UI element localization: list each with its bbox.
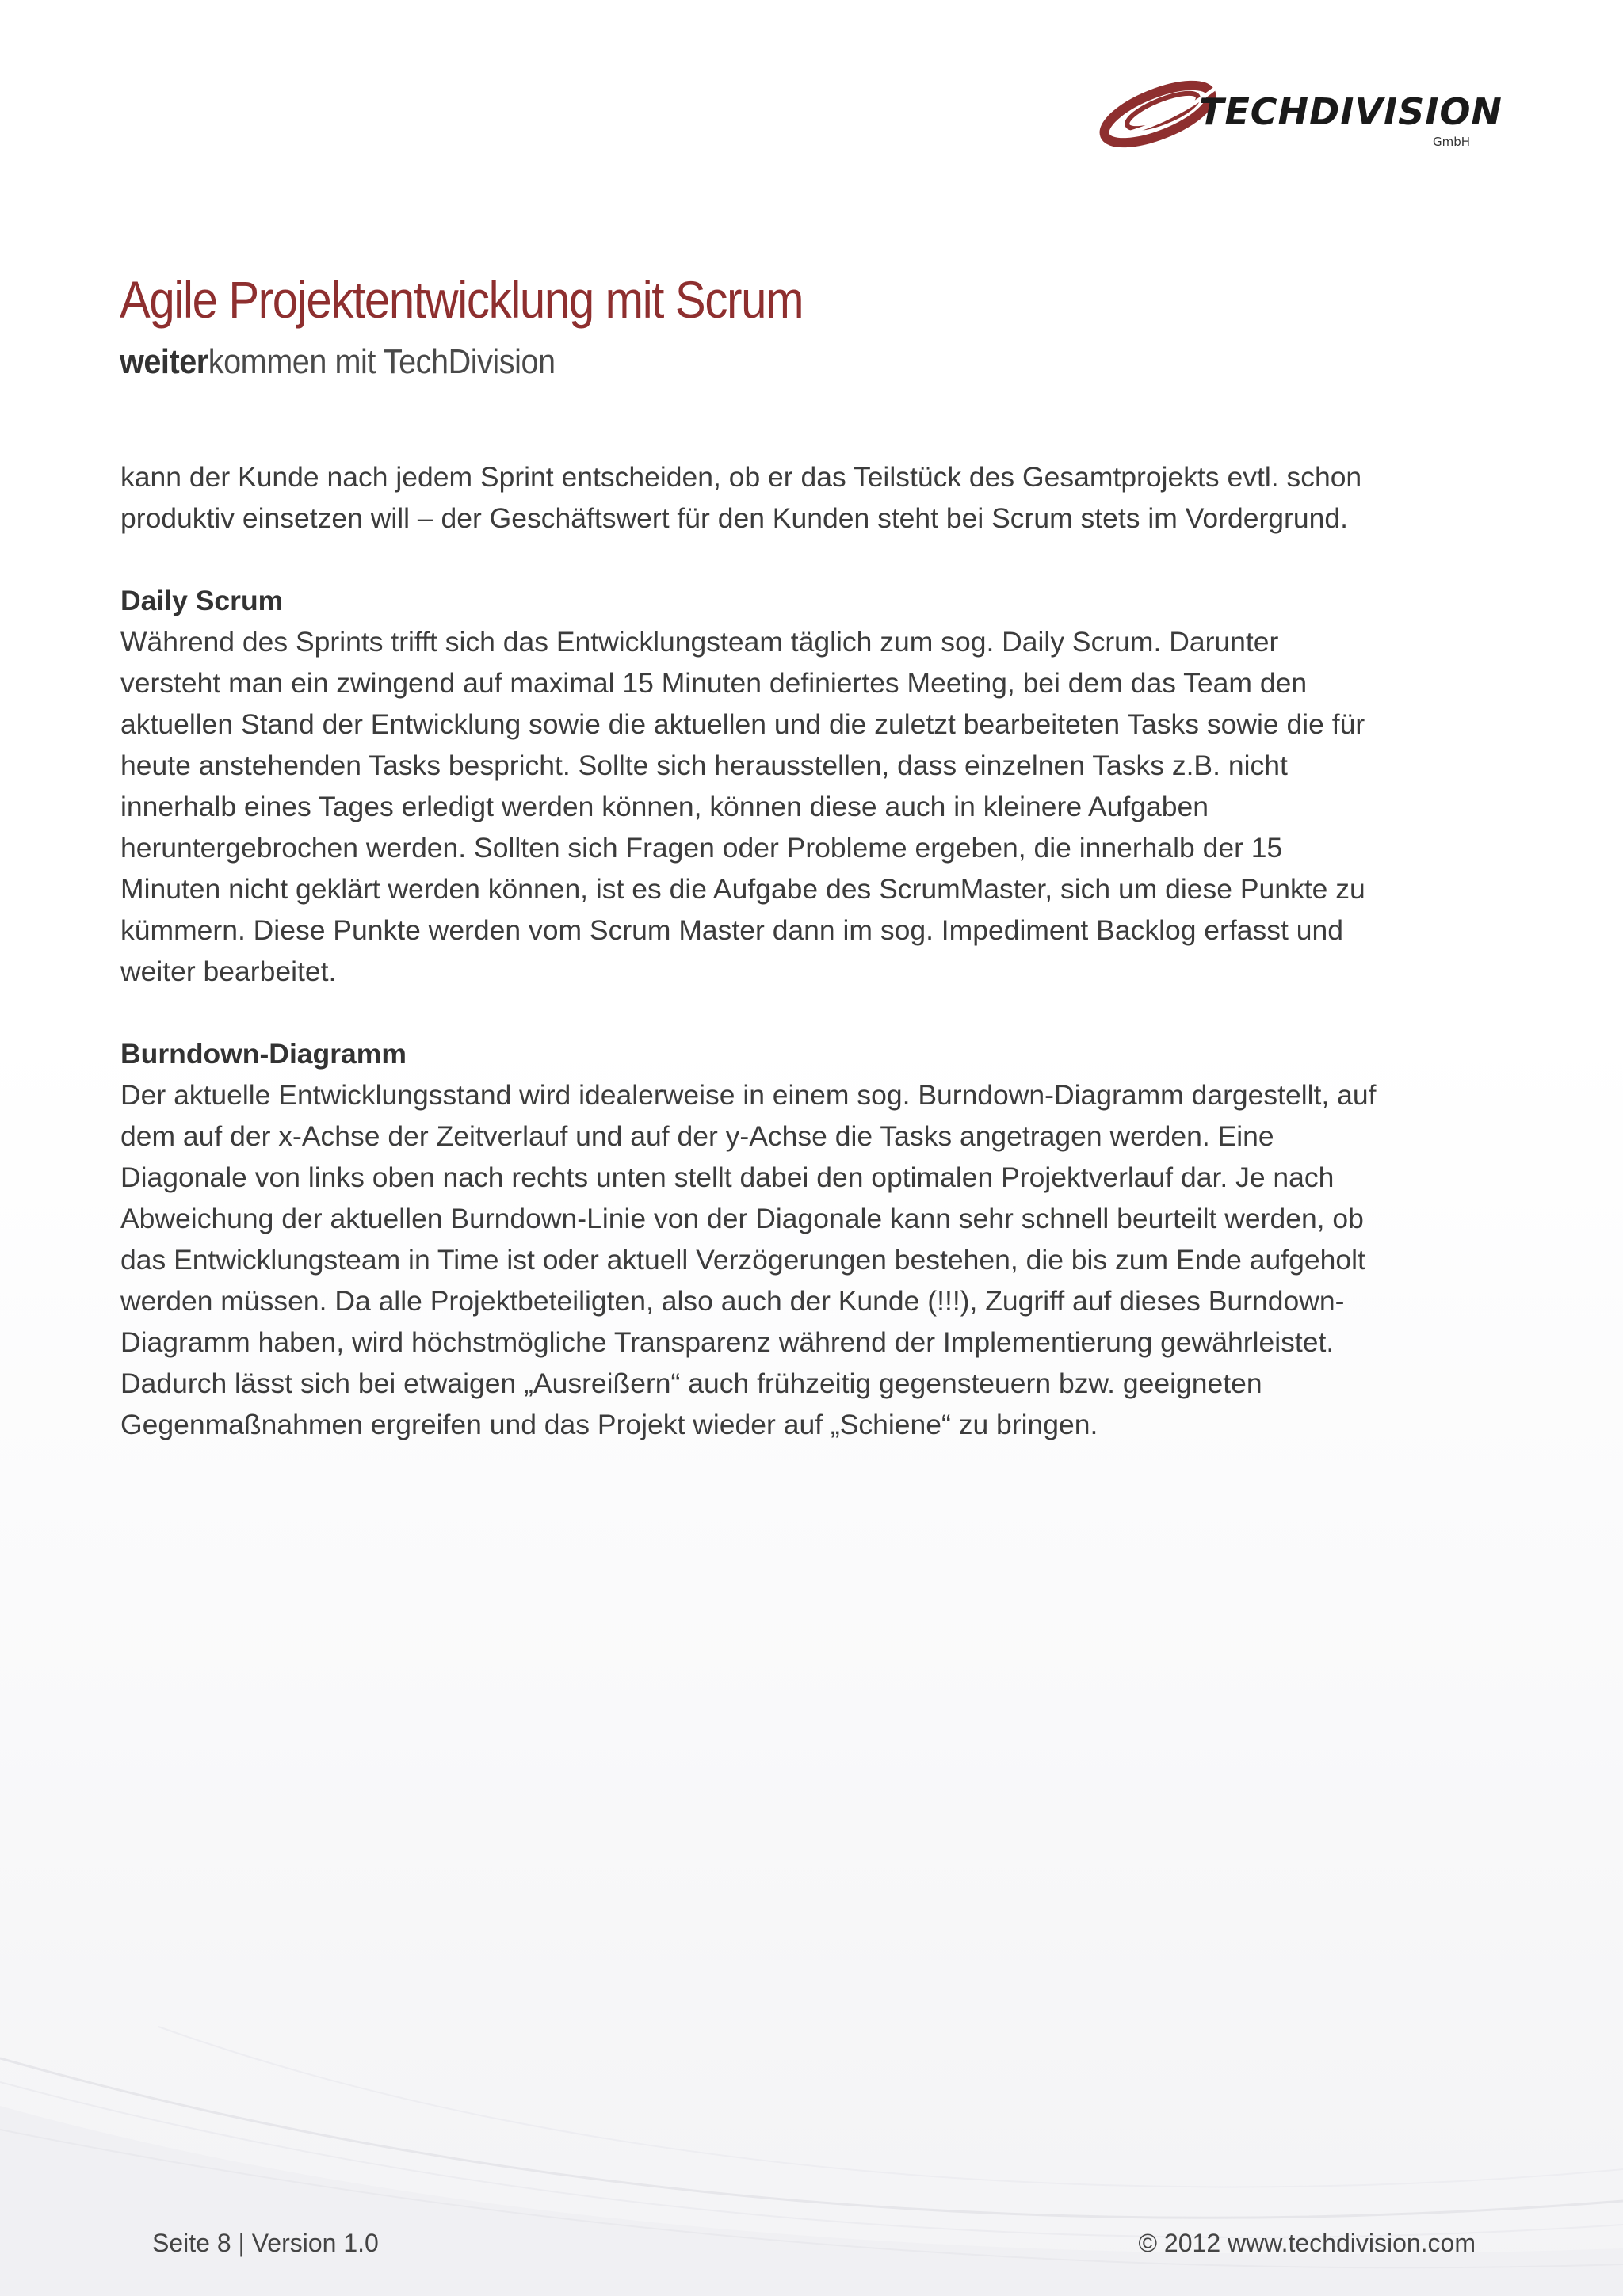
text-line: werden müssen. Da alle Projektbeteiligten, also auch der Kunde (!!!), Zugriff auf dieses Burndown- [120,1285,1345,1317]
logo-wordmark: TECHDIVISION [1199,90,1503,133]
section-heading: Daily Scrum [120,585,284,616]
company-logo [1096,67,1503,162]
text-line: heruntergebrochen werden. Sollten sich Fragen oder Probleme ergeben, die innerhalb der 15 [120,832,1283,864]
text-line: Abweichung der aktuellen Burndown-Linie von der Diagonale kann sehr schnell beurteilt werden, ob [120,1203,1364,1234]
text-line: Diagramm haben, wird höchstmögliche Transparenz während der Implementierung gewährleistet. [120,1326,1335,1358]
section-burndown [120,1033,1480,1445]
subtitle-rest-part: kommen mit TechDivision [208,342,556,381]
logo-suffix: GmbH [1432,135,1470,149]
text-line: kümmern. Diese Punkte werden vom Scrum Master dann im sog. Impediment Backlog erfasst und [120,914,1343,946]
text-line: Diagonale von links oben nach rechts unten stellt dabei den optimalen Projektverlauf dar. Je nach [120,1161,1335,1193]
text-line: weiter bearbeitet. [120,955,337,987]
page-subtitle [120,342,556,382]
text-line: produktiv einsetzen will – der Geschäftswert für den Kunden steht bei Scrum stets im Vordergrund. [120,502,1348,534]
text-line: versteht man ein zwingend auf maximal 15 Minuten definiertes Meeting, bei dem das Team den [120,667,1308,699]
text-line: Dadurch lässt sich bei etwaigen „Ausreißern“ auch frühzeitig gegensteuern bzw. geeigneten [120,1367,1262,1399]
footer-page-version: Seite 8 | Version 1.0 [152,2229,379,2257]
text-line: Während des Sprints trifft sich das Entwicklungsteam täglich zum sog. Daily Scrum. Darunter [120,626,1279,658]
subtitle-bold-part: weiter [120,342,208,381]
text-line: Gegenmaßnahmen ergreifen und das Projekt wieder auf „Schiene“ zu bringen. [120,1409,1098,1440]
text-line: heute anstehenden Tasks bespricht. Sollte sich herausstellen, dass einzelnen Tasks z.B. nicht [120,749,1288,781]
text-line: das Entwicklungsteam in Time ist oder aktuell Verzögerungen bestehen, die bis zum Ende aufgeholt [120,1244,1365,1276]
section-heading: Burndown-Diagramm [120,1038,407,1070]
text-line: innerhalb eines Tages erledigt werden können, können diese auch in kleinere Aufgaben [120,791,1209,822]
section-daily-scrum [120,580,1480,992]
body-text [120,456,1480,1445]
text-line: Der aktuelle Entwicklungsstand wird idealerweise in einem sog. Burndown-Diagramm dargestellt, auf [120,1079,1377,1111]
text-line: Minuten nicht geklärt werden können, ist es die Aufgabe des ScrumMaster, sich um diese Punkte zu [120,873,1365,905]
intro-paragraph [120,456,1480,539]
text-line: aktuellen Stand der Entwicklung sowie die aktuellen und die zuletzt bearbeiteten Tasks sowie die für [120,708,1365,740]
page-title: Agile Projektentwicklung mit Scrum [120,270,804,329]
footer-copyright-link[interactable]: © 2012 www.techdivision.com [1138,2229,1476,2257]
text-line: dem auf der x-Achse der Zeitverlauf und auf der y-Achse die Tasks angetragen werden. Eine [120,1120,1274,1152]
text-line: kann der Kunde nach jedem Sprint entscheiden, ob er das Teilstück des Gesamtprojekts evtl. schon [120,461,1362,493]
